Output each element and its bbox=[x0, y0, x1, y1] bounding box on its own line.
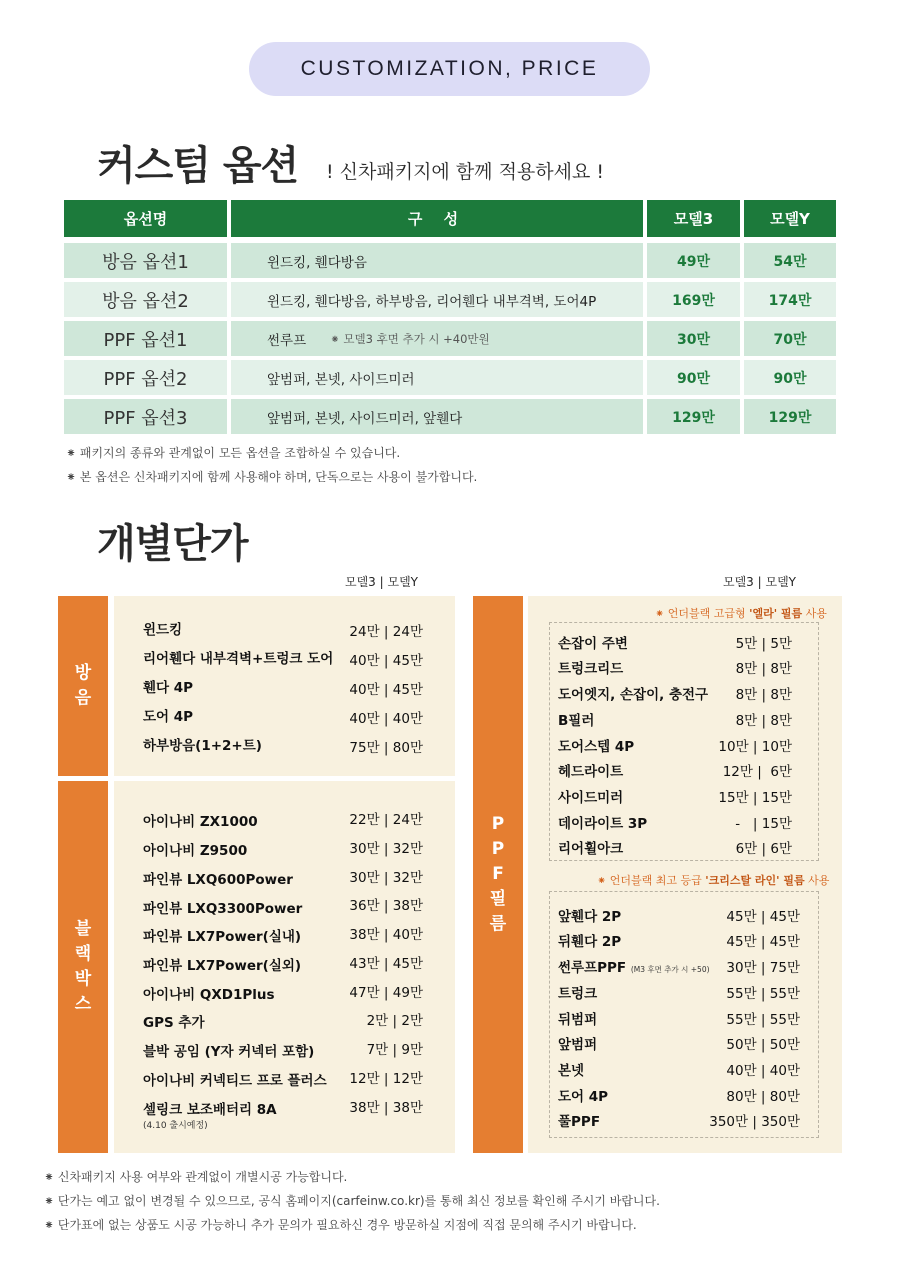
header-composition: 구 성 bbox=[231, 200, 643, 237]
list-item: 헤드라이트 bbox=[558, 764, 624, 780]
list-item-price: 80만 | 80만 bbox=[726, 1089, 800, 1105]
table-row bbox=[64, 282, 836, 317]
option-composition: 앞범퍼, 본넷, 사이드미러 bbox=[231, 360, 643, 395]
options-notes bbox=[66, 442, 477, 489]
list-item: B필러 bbox=[558, 713, 595, 729]
header-option-name: 옵션명 bbox=[64, 200, 227, 237]
list-item: 아이나비 QXD1Plus bbox=[143, 987, 275, 1003]
list-item: 리어휠아크 bbox=[558, 841, 624, 857]
custom-options-subtitle: ! 신차패키지에 함께 적용하세요 ! bbox=[326, 161, 604, 183]
column-header-right: 모델3 | 모델Y bbox=[723, 575, 797, 589]
list-item: 트렁크 bbox=[558, 986, 598, 1002]
list-item-price: 40만 | 45만 bbox=[349, 682, 423, 698]
table-row bbox=[64, 321, 836, 356]
list-item: 도어스텝 4P bbox=[558, 739, 635, 755]
category-blackbox: 블 랙 박 스 bbox=[58, 781, 108, 1153]
option-name: 방음 옵션1 bbox=[64, 243, 227, 278]
option-composition bbox=[231, 321, 643, 356]
ppf-ella-note bbox=[655, 605, 827, 621]
option-price-model3: 129만 bbox=[647, 399, 740, 434]
list-item-price: 40만 | 45만 bbox=[349, 653, 423, 669]
list-item-price: 2만 | 2만 bbox=[366, 1013, 423, 1029]
list-item-price: 45만 | 45만 bbox=[726, 934, 800, 950]
list-item-price: - | 15만 bbox=[735, 816, 792, 832]
option-price-model3: 169만 bbox=[647, 282, 740, 317]
table-row bbox=[64, 360, 836, 395]
list-item: 뒤휀다 2P bbox=[558, 934, 622, 950]
options-table-header bbox=[64, 200, 836, 237]
list-item-label: 썬루프PPF bbox=[558, 960, 627, 976]
list-item: 도어 4P bbox=[143, 709, 194, 725]
option-price-modely: 70만 bbox=[744, 321, 836, 356]
list-item: 셀링크 보조배터리 8A bbox=[143, 1102, 277, 1118]
option-composition: 앞범퍼, 본넷, 사이드미러, 앞휀다 bbox=[231, 399, 643, 434]
list-item-subtext: (M3 후면 추가 시 +50) bbox=[630, 965, 710, 974]
list-item: 도어엣지, 손잡이, 충전구 bbox=[558, 687, 709, 703]
list-item-price: 12만 | 6만 bbox=[722, 764, 792, 780]
list-item: 파인뷰 LX7Power(실내) bbox=[143, 929, 302, 945]
option-name: PPF 옵션2 bbox=[64, 360, 227, 395]
list-item-price: 43만 | 45만 bbox=[349, 956, 423, 972]
table-row bbox=[64, 399, 836, 434]
option-name: 방음 옵션2 bbox=[64, 282, 227, 317]
list-item-price: 8만 | 8만 bbox=[735, 687, 792, 703]
list-item-price: 5만 | 5만 bbox=[735, 636, 792, 652]
list-item-price: 15만 | 15만 bbox=[718, 790, 792, 806]
option-price-modely: 129만 bbox=[744, 399, 836, 434]
option-price-modely: 90만 bbox=[744, 360, 836, 395]
category-soundproof: 방 음 bbox=[58, 596, 108, 776]
list-item-price: 22만 | 24만 bbox=[349, 812, 423, 828]
list-item-subtext: (4.10 출시예정) bbox=[143, 1121, 208, 1131]
list-item-price: 30만 | 75만 bbox=[726, 960, 800, 976]
list-item-price: 30만 | 32만 bbox=[349, 870, 423, 886]
list-item: 파인뷰 LXQ600Power bbox=[143, 872, 293, 888]
list-item: 아이나비 커넥티드 프로 플러스 bbox=[143, 1073, 327, 1089]
list-item-price: 8만 | 8만 bbox=[735, 661, 792, 677]
list-item-price: 45만 | 45만 bbox=[726, 909, 800, 925]
list-item: 풀PPF bbox=[558, 1114, 601, 1130]
table-row bbox=[64, 243, 836, 278]
ppf-crystal-note bbox=[597, 872, 829, 888]
list-item: 손잡이 주변 bbox=[558, 636, 628, 652]
option-composition-note: ⁕ 모델3 후면 추가 시 +40만원 bbox=[330, 331, 490, 346]
ppf-ella-note-pre: ⁕ 언더블랙 고급형 bbox=[655, 607, 750, 620]
list-item: 앞휀다 2P bbox=[558, 909, 622, 925]
list-item: 하부방음(1+2+트) bbox=[143, 738, 262, 754]
list-item bbox=[558, 956, 710, 976]
unit-price-note: ⁕ 신차패키지 사용 여부와 관계없이 개별시공 가능합니다. bbox=[44, 1170, 348, 1184]
option-name: PPF 옵션1 bbox=[64, 321, 227, 356]
list-item: 도어 4P bbox=[558, 1089, 609, 1105]
list-item: 파인뷰 LX7Power(실외) bbox=[143, 958, 302, 974]
list-item: 파인뷰 LXQ3300Power bbox=[143, 901, 303, 917]
list-item: 휀다 4P bbox=[143, 680, 194, 696]
list-item-price: 24만 | 24만 bbox=[349, 624, 423, 640]
list-item: 리어휀다 내부격벽+트렁크 도어 bbox=[143, 651, 334, 667]
unit-price-note: ⁕ 단가표에 없는 상품도 시공 가능하니 추가 문의가 필요하신 경우 방문하실 지점에 직접 문의해 주시기 바랍니다. bbox=[44, 1218, 637, 1232]
option-name: PPF 옵션3 bbox=[64, 399, 227, 434]
unit-price-title: 개별단가 bbox=[97, 521, 248, 567]
option-composition: 윈드킹, 휀다방음, 하부방음, 리어휀다 내부격벽, 도어4P bbox=[231, 282, 643, 317]
list-item: 앞범퍼 bbox=[558, 1037, 598, 1053]
list-item-price: 55만 | 55만 bbox=[726, 986, 800, 1002]
options-note: ⁕ 패키지의 종류와 관계없이 모든 옵션을 조합하실 수 있습니다. bbox=[66, 446, 401, 460]
list-item-price: 12만 | 12만 bbox=[349, 1071, 423, 1087]
list-item-price: 38만 | 40만 bbox=[349, 927, 423, 943]
list-item: 데이라이트 3P bbox=[558, 816, 648, 832]
option-price-model3: 90만 bbox=[647, 360, 740, 395]
list-item: 아이나비 Z9500 bbox=[143, 843, 248, 859]
option-price-model3: 49만 bbox=[647, 243, 740, 278]
list-item-price: 6만 | 6만 bbox=[735, 841, 792, 857]
list-item-price: 10만 | 10만 bbox=[718, 739, 792, 755]
unit-price-note: ⁕ 단가는 예고 없이 변경될 수 있으므로, 공식 홈페이지(carfeinw.co.kr)를 통해 최신 정보를 확인해 주시기 바랍니다. bbox=[44, 1194, 660, 1208]
header-modely: 모델Y bbox=[744, 200, 836, 237]
header-model3: 모델3 bbox=[647, 200, 740, 237]
list-item: GPS 추가 bbox=[143, 1015, 205, 1031]
list-item: 트렁크리드 bbox=[558, 661, 624, 677]
list-item-price: 47만 | 49만 bbox=[349, 985, 423, 1001]
list-item-price: 7만 | 9만 bbox=[366, 1042, 423, 1058]
unit-price-notes bbox=[44, 1165, 660, 1237]
category-ppf-film: P P F 필 름 bbox=[473, 596, 523, 1153]
custom-options-title: 커스텀 옵션 bbox=[97, 143, 299, 189]
column-header-left: 모델3 | 모델Y bbox=[345, 575, 419, 589]
list-item-price: 40만 | 40만 bbox=[726, 1063, 800, 1079]
list-item: 사이드미러 bbox=[558, 790, 624, 806]
list-item-price: 75만 | 80만 bbox=[349, 740, 423, 756]
option-price-modely: 54만 bbox=[744, 243, 836, 278]
ppf-crystal-note-pre: ⁕ 언더블랙 최고 등급 bbox=[597, 874, 706, 887]
option-composition-text: 썬루프 bbox=[267, 332, 307, 349]
ppf-ella-note-bold: '엘라' 필름 bbox=[749, 607, 803, 620]
header-pill: CUSTOMIZATION, PRICE bbox=[249, 42, 650, 96]
options-note: ⁕ 본 옵션은 신차패키지에 함께 사용해야 하며, 단독으로는 사용이 불가합니다. bbox=[66, 469, 478, 484]
ppf-ella-note-post: 사용 bbox=[802, 607, 827, 620]
list-item: 아이나비 ZX1000 bbox=[143, 814, 258, 830]
list-item: 뒤범퍼 bbox=[558, 1012, 598, 1028]
list-item-price: 38만 | 38만 bbox=[349, 1100, 423, 1116]
list-item: 본넷 bbox=[558, 1063, 585, 1079]
list-item-price: 350만 | 350만 bbox=[709, 1114, 800, 1130]
option-price-model3: 30만 bbox=[647, 321, 740, 356]
ppf-crystal-note-bold: '크리스탈 라인' 필름 bbox=[705, 874, 805, 887]
option-composition: 윈드킹, 휀다방음 bbox=[231, 243, 643, 278]
option-price-modely: 174만 bbox=[744, 282, 836, 317]
list-item: 블박 공임 (Y자 커넥터 포함) bbox=[143, 1044, 315, 1060]
list-item-price: 8만 | 8만 bbox=[735, 713, 792, 729]
list-item-price: 40만 | 40만 bbox=[349, 711, 423, 727]
list-item-price: 50만 | 50만 bbox=[726, 1037, 800, 1053]
list-item-price: 30만 | 32만 bbox=[349, 841, 423, 857]
list-item-price: 36만 | 38만 bbox=[349, 898, 423, 914]
list-item-price: 55만 | 55만 bbox=[726, 1012, 800, 1028]
ppf-crystal-note-post: 사용 bbox=[804, 874, 830, 887]
list-item: 윈드킹 bbox=[143, 622, 183, 638]
